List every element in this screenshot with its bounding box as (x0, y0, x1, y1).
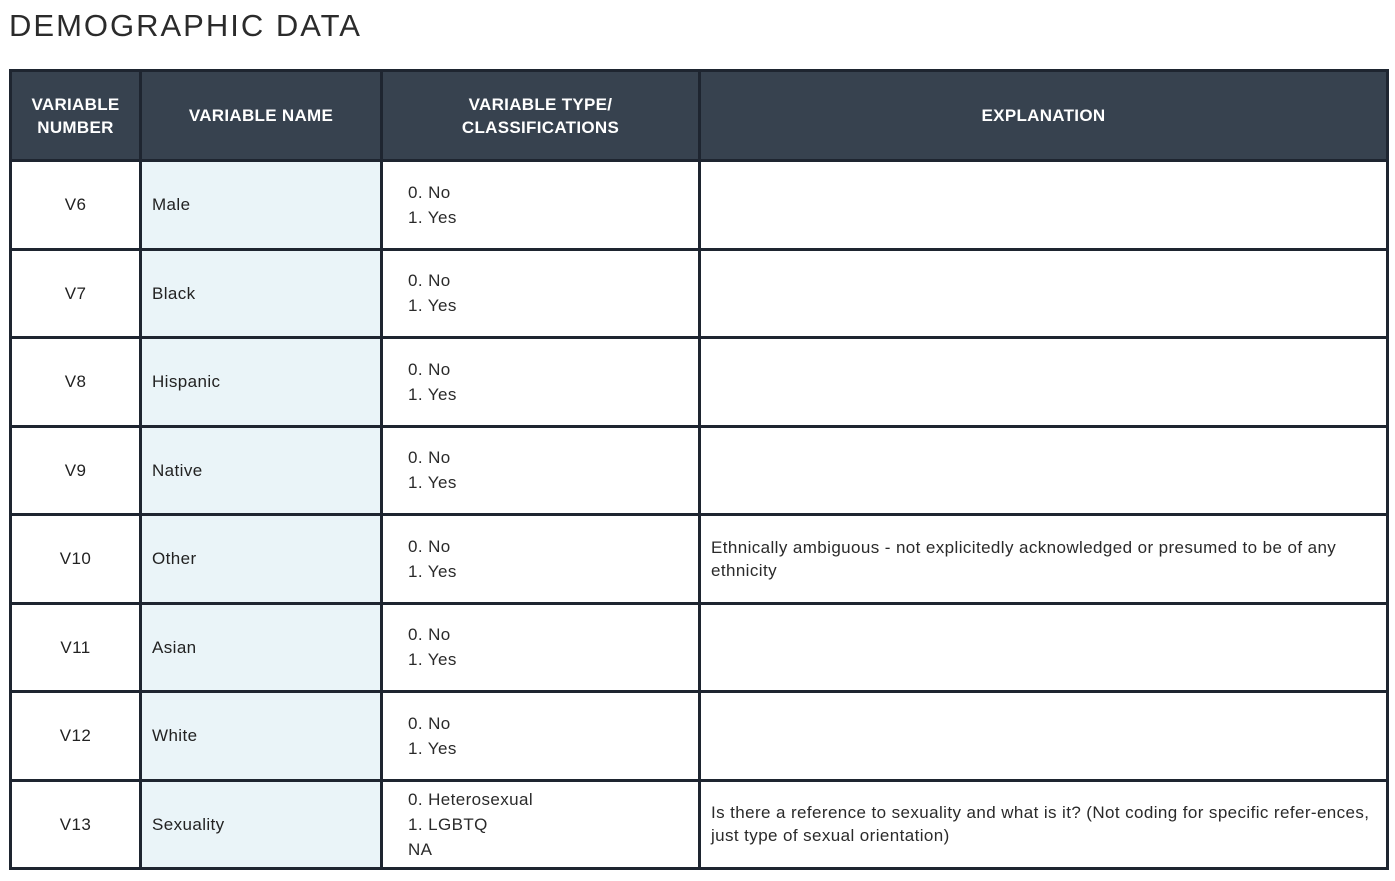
explanation-cell: Ethnically ambiguous - not explicitedly acknowledged or presumed to be of any ethnicity (700, 515, 1388, 604)
table-row (11, 249, 1388, 338)
variable-number-cell: V11 (11, 603, 141, 692)
variable-number-cell: V9 (11, 426, 141, 515)
classification-option: NA (408, 839, 433, 859)
classification-option: 1. Yes (408, 738, 457, 758)
classification-option: 0. No (408, 625, 451, 645)
table-row (11, 426, 1388, 515)
classification-option: 1. Yes (408, 296, 457, 316)
variable-type-cell (382, 603, 700, 692)
variable-number-cell: V13 (11, 780, 141, 869)
variable-number-cell: V8 (11, 338, 141, 427)
explanation-cell (700, 338, 1388, 427)
table-row (11, 780, 1388, 869)
table-row (11, 161, 1388, 250)
explanation-cell (700, 692, 1388, 781)
classification-option: 0. No (408, 448, 451, 468)
variable-number-cell: V7 (11, 249, 141, 338)
classification-option: 1. Yes (408, 384, 457, 404)
header-variable-number: VARIABLE NUMBER (11, 71, 141, 161)
variable-number-cell: V12 (11, 692, 141, 781)
variable-name-cell: Black (141, 249, 382, 338)
table-row (11, 692, 1388, 781)
table-body (11, 161, 1388, 869)
variable-type-cell (382, 161, 700, 250)
classification-option: 0. No (408, 713, 451, 733)
table-row (11, 338, 1388, 427)
header-variable-type: VARIABLE TYPE/ CLASSIFICATIONS (382, 71, 700, 161)
classification-option: 1. Yes (408, 207, 457, 227)
header-variable-name: VARIABLE NAME (141, 71, 382, 161)
classification-option: 0. Heterosexual (408, 789, 534, 809)
variable-type-cell (382, 780, 700, 869)
table-row (11, 515, 1388, 604)
explanation-cell (700, 603, 1388, 692)
variable-name-cell: Native (141, 426, 382, 515)
variable-type-cell (382, 426, 700, 515)
classification-option: 1. Yes (408, 561, 457, 581)
variable-type-cell (382, 338, 700, 427)
classification-option: 0. No (408, 182, 451, 202)
classification-option: 0. No (408, 536, 451, 556)
page-title: DEMOGRAPHIC DATA (9, 8, 362, 43)
variable-name-cell: Male (141, 161, 382, 250)
classification-option: 0. No (408, 359, 451, 379)
demographic-data-table (9, 69, 1389, 870)
variable-name-cell: Sexuality (141, 780, 382, 869)
header-explanation: EXPLANATION (700, 71, 1388, 161)
variable-type-cell (382, 249, 700, 338)
variable-number-cell: V10 (11, 515, 141, 604)
table-row (11, 603, 1388, 692)
classification-option: 1. Yes (408, 650, 457, 670)
explanation-cell: Is there a reference to sexuality and what is it? (Not coding for specific refer-ences, just type of sexual orientation) (700, 780, 1388, 869)
variable-number-cell: V6 (11, 161, 141, 250)
variable-name-cell: Asian (141, 603, 382, 692)
variable-type-cell (382, 515, 700, 604)
explanation-cell (700, 426, 1388, 515)
table-header-row (11, 71, 1388, 161)
variable-type-cell (382, 692, 700, 781)
variable-name-cell: Other (141, 515, 382, 604)
variable-name-cell: Hispanic (141, 338, 382, 427)
classification-option: 0. No (408, 271, 451, 291)
explanation-cell (700, 161, 1388, 250)
explanation-cell (700, 249, 1388, 338)
classification-option: 1. Yes (408, 473, 457, 493)
classification-option: 1. LGBTQ (408, 814, 488, 834)
variable-name-cell: White (141, 692, 382, 781)
